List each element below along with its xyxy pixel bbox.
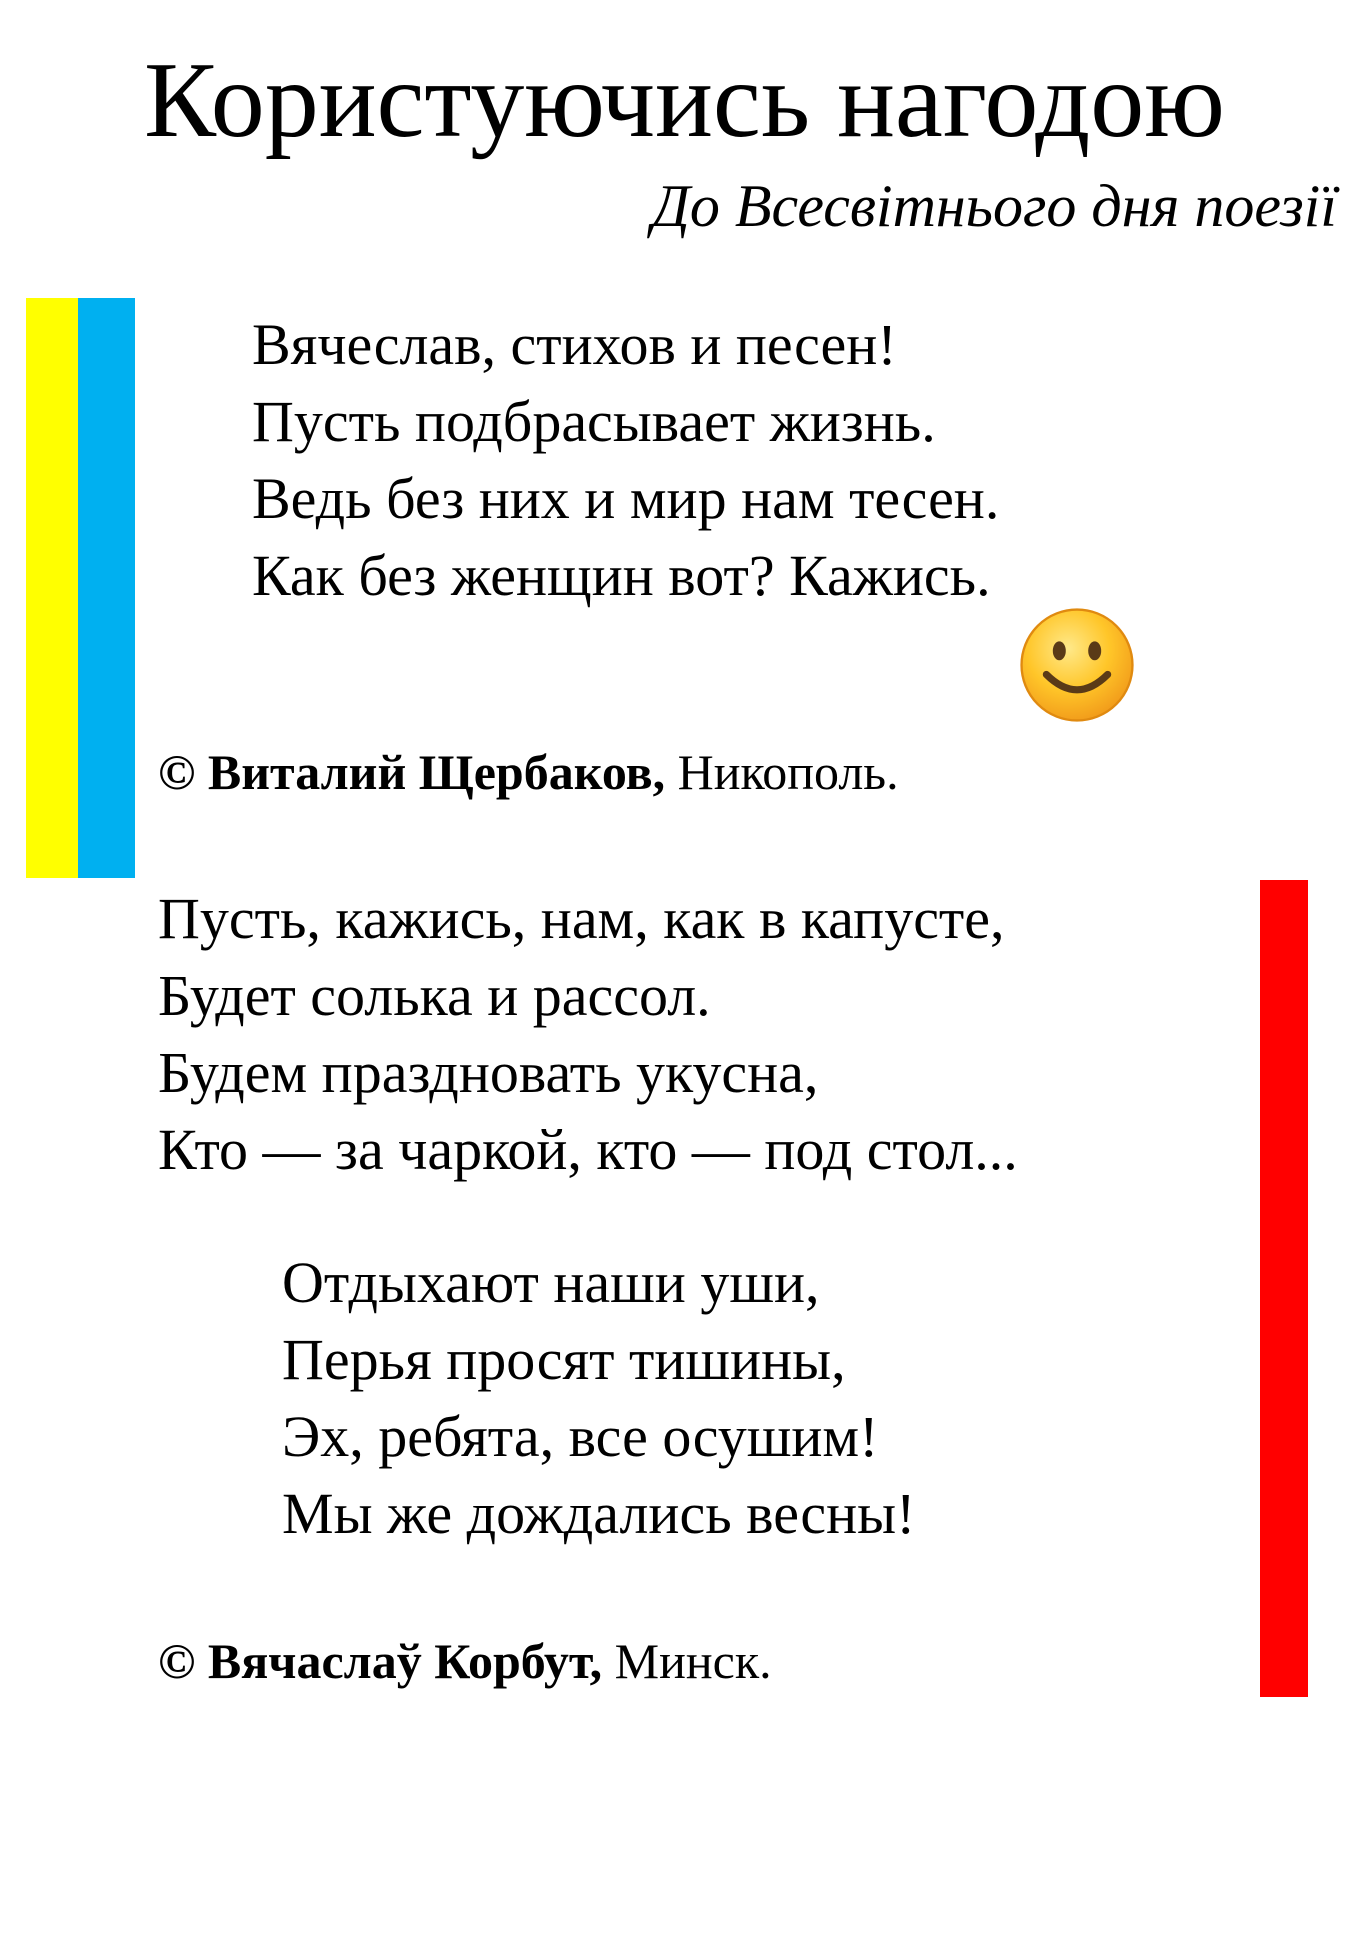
stanza-line: Перья просят тишины,	[282, 1327, 846, 1392]
author-credit-1	[158, 743, 899, 801]
stanza-2	[158, 880, 1018, 1188]
author-place: Минск.	[614, 1633, 772, 1689]
stanza-line: Пусть, кажись, нам, как в капусте,	[158, 886, 1005, 951]
stanza-3	[282, 1244, 915, 1552]
page-title: Користуючись нагодою	[144, 41, 1225, 160]
author-name: Виталий Щербаков,	[207, 744, 666, 800]
stanza-line: Как без женщин вот? Кажись.	[252, 543, 991, 608]
stanza-line: Кто — за чаркой, кто — под стол...	[158, 1117, 1018, 1182]
stanza-line: Мы же дождались весны!	[282, 1481, 916, 1546]
yellow-flag-bar	[26, 298, 78, 878]
smiley-face-icon	[1018, 606, 1136, 724]
copyright-sign: ©	[158, 744, 196, 800]
stanza-line: Вячеслав, стихов и песен!	[252, 312, 897, 377]
stanza-line: Отдыхают наши уши,	[282, 1250, 820, 1315]
author-name: Вячаслаў Корбут,	[207, 1633, 603, 1689]
blue-flag-bar	[78, 298, 135, 878]
page-subtitle: До Всесвітнього дня поезії	[651, 173, 1337, 239]
stanza-line: Пусть подбрасывает жизнь.	[252, 389, 936, 454]
stanza-line: Эх, ребята, все осушим!	[282, 1404, 879, 1469]
red-flag-bar	[1260, 880, 1308, 1697]
stanza-line: Будем праздновать укусна,	[158, 1040, 819, 1105]
stanza-line: Будет солька и рассол.	[158, 963, 711, 1028]
author-place: Никополь.	[677, 744, 899, 800]
copyright-sign: ©	[158, 1633, 196, 1689]
stanza-line: Ведь без них и мир нам тесен.	[252, 466, 1000, 531]
author-credit-2	[158, 1632, 772, 1690]
stanza-1	[252, 306, 999, 614]
